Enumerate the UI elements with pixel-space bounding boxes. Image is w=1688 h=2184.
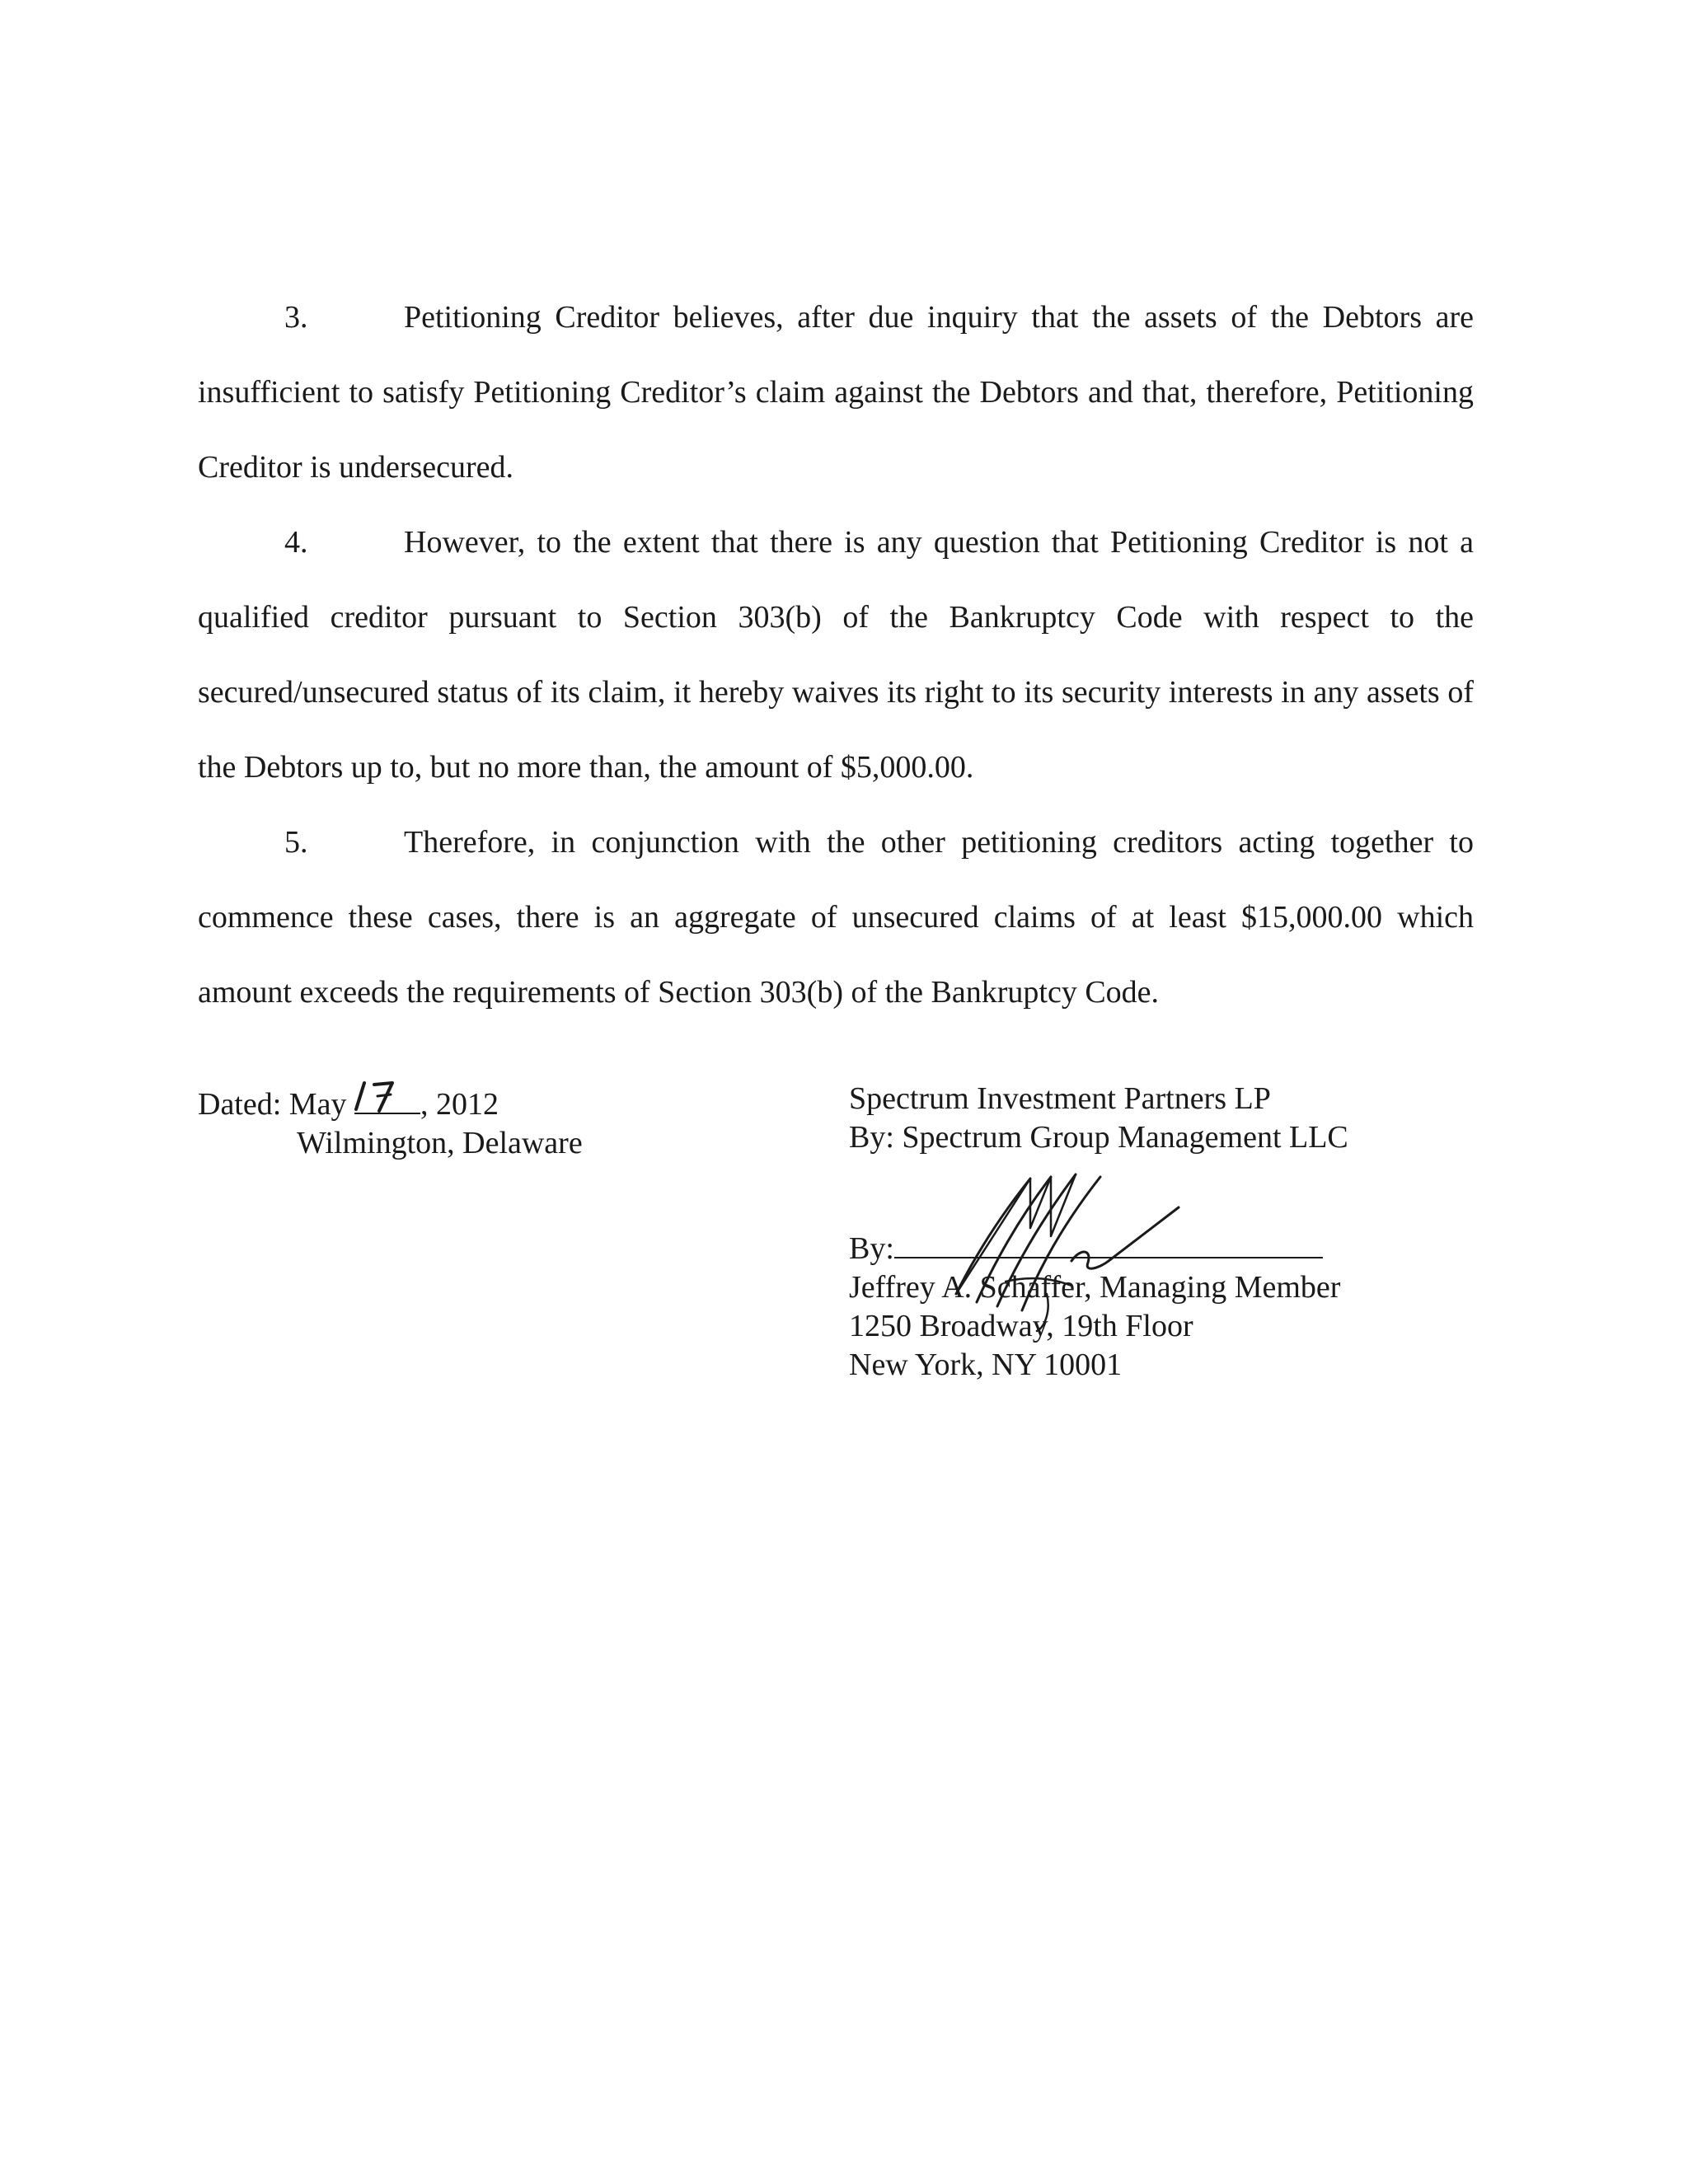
paragraph-number: 5. [284,825,308,860]
handwritten-signature [907,1170,1220,1335]
document-body [198,280,1474,1030]
signatory-name-title: Jeffrey A. Schaffer, Managing Member [849,1270,1341,1305]
paragraph-5 [198,805,1474,1030]
signatory-by-entity: By: Spectrum Group Management LLC [849,1120,1348,1155]
paragraph-4 [198,505,1474,805]
paragraph-number: 3. [284,300,308,335]
by-label: By: [849,1231,894,1266]
dated-prefix: Dated: May [198,1087,347,1122]
paragraph-number: 4. [284,525,308,560]
paragraph-text: However, to the extent that there is any question that Petitioning Creditor is not a qualified creditor pursuant to Section 303(b) of the Bankruptcy Code with respect to the secured/unsecured status of its claim, it hereby waives its right to its security interests in any assets of the Debtors up to, but no more than, the amount of $5,000.00. [198,525,1474,785]
paragraph-text: Petitioning Creditor believes, after due inquiry that the assets of the Debtors are insufficient to satisfy Petitioning Creditor’s claim against the Debtors and that, therefore, Petitioning Creditor is undersecured. [198,300,1474,485]
handwritten-date-day [346,1076,412,1116]
address-line-1: 1250 Broadway, 19th Floor [849,1309,1193,1343]
paragraph-text: Therefore, in conjunction with the other petitioning creditors acting together to commence these cases, there is an aggregate of unsecured claims of at least $15,000.00 which amount exceeds the requirements of Section 303(b) of the Bankruptcy Code. [198,825,1474,1010]
address-line-2: New York, NY 10001 [849,1347,1123,1382]
paragraph-3 [198,280,1474,505]
dated-suffix: , 2012 [420,1087,499,1122]
dated-location: Wilmington, Delaware [297,1126,583,1160]
signatory-entity: Spectrum Investment Partners LP [849,1081,1271,1116]
